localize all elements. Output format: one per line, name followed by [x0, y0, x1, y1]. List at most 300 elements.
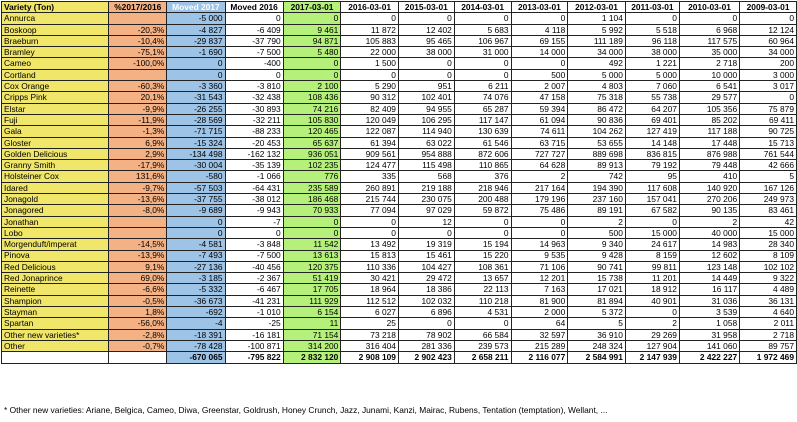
value-cell[interactable]: 74 216 — [283, 103, 341, 114]
value-cell[interactable]: -37 755 — [167, 194, 225, 205]
value-cell[interactable]: 111 929 — [283, 295, 341, 306]
value-cell[interactable]: 248 324 — [568, 340, 626, 351]
value-cell[interactable]: 110 865 — [454, 160, 511, 171]
value-cell[interactable]: -36 673 — [167, 295, 225, 306]
value-cell[interactable]: 71 154 — [283, 329, 341, 340]
value-cell[interactable] — [109, 352, 167, 363]
value-cell[interactable]: 42 — [740, 216, 797, 227]
header-cell[interactable]: 2012-03-01 — [568, 2, 626, 13]
value-cell[interactable]: 1,8% — [109, 307, 167, 318]
value-cell[interactable]: -25 — [225, 318, 283, 329]
value-cell[interactable]: 16 117 — [679, 284, 739, 295]
value-cell[interactable]: 2 011 — [740, 318, 797, 329]
value-cell[interactable]: 24 617 — [625, 239, 679, 250]
value-cell[interactable]: 66 584 — [454, 329, 511, 340]
value-cell[interactable]: 0 — [511, 216, 568, 227]
value-cell[interactable]: 2 832 120 — [283, 352, 341, 363]
value-cell[interactable]: 42 666 — [740, 160, 797, 171]
variety-cell[interactable]: Red Jonaprince — [2, 273, 109, 284]
value-cell[interactable]: 99 811 — [625, 261, 679, 272]
value-cell[interactable]: 742 — [568, 171, 626, 182]
value-cell[interactable]: 106 967 — [454, 35, 511, 46]
variety-cell[interactable]: Holsteiner Cox — [2, 171, 109, 182]
value-cell[interactable]: 281 336 — [398, 340, 454, 351]
value-cell[interactable]: -5 332 — [167, 284, 225, 295]
value-cell[interactable]: 237 160 — [568, 194, 626, 205]
value-cell[interactable] — [109, 216, 167, 227]
value-cell[interactable]: 0 — [679, 13, 739, 24]
value-cell[interactable]: 117 575 — [679, 35, 739, 46]
value-cell[interactable]: 117 147 — [454, 114, 511, 125]
variety-cell[interactable]: Cox Orange — [2, 81, 109, 92]
value-cell[interactable]: 492 — [568, 58, 626, 69]
value-cell[interactable]: 2 584 991 — [568, 352, 626, 363]
value-cell[interactable]: 0 — [398, 227, 454, 238]
value-cell[interactable]: 94 955 — [398, 103, 454, 114]
value-cell[interactable]: 11 — [283, 318, 341, 329]
value-cell[interactable]: 4 640 — [740, 307, 797, 318]
variety-cell[interactable]: Cameo — [2, 58, 109, 69]
value-cell[interactable]: 260 891 — [341, 182, 399, 193]
value-cell[interactable]: -41 231 — [225, 295, 283, 306]
value-cell[interactable]: 0 — [511, 13, 568, 24]
value-cell[interactable]: 110 336 — [341, 261, 399, 272]
value-cell[interactable]: 954 888 — [398, 148, 454, 159]
value-cell[interactable]: 102 401 — [398, 92, 454, 103]
value-cell[interactable]: 89 913 — [568, 160, 626, 171]
value-cell[interactable]: 5 518 — [625, 24, 679, 35]
value-cell[interactable]: 131,6% — [109, 171, 167, 182]
value-cell[interactable]: 127 419 — [625, 126, 679, 137]
header-cell[interactable]: 2017-03-01 — [283, 2, 341, 13]
variety-cell[interactable]: Bramley — [2, 47, 109, 58]
value-cell[interactable]: 34 000 — [568, 47, 626, 58]
value-cell[interactable]: 0 — [341, 13, 399, 24]
value-cell[interactable]: 34 000 — [740, 47, 797, 58]
value-cell[interactable]: 95 465 — [398, 35, 454, 46]
value-cell[interactable]: -1 066 — [225, 171, 283, 182]
value-cell[interactable]: 157 041 — [625, 194, 679, 205]
value-cell[interactable]: -15 324 — [167, 137, 225, 148]
value-cell[interactable]: 0 — [511, 227, 568, 238]
value-cell[interactable]: -20 453 — [225, 137, 283, 148]
value-cell[interactable]: 4 803 — [568, 81, 626, 92]
value-cell[interactable]: -4 827 — [167, 24, 225, 35]
value-cell[interactable]: 90 135 — [679, 205, 739, 216]
value-cell[interactable]: 5 000 — [625, 69, 679, 80]
value-cell[interactable]: -37 790 — [225, 35, 283, 46]
value-cell[interactable]: 59 872 — [454, 205, 511, 216]
value-cell[interactable]: 200 488 — [454, 194, 511, 205]
variety-cell[interactable]: Granny Smith — [2, 160, 109, 171]
value-cell[interactable] — [109, 69, 167, 80]
value-cell[interactable]: 141 060 — [679, 340, 739, 351]
value-cell[interactable]: 64 207 — [625, 103, 679, 114]
value-cell[interactable]: -7 500 — [225, 47, 283, 58]
value-cell[interactable]: 73 218 — [341, 329, 399, 340]
value-cell[interactable]: -13,6% — [109, 194, 167, 205]
value-cell[interactable]: 51 419 — [283, 273, 341, 284]
value-cell[interactable]: 12 201 — [511, 273, 568, 284]
value-cell[interactable]: 2 100 — [283, 81, 341, 92]
value-cell[interactable]: 761 544 — [740, 148, 797, 159]
variety-cell[interactable]: Shampion — [2, 295, 109, 306]
value-cell[interactable]: 17 705 — [283, 284, 341, 295]
value-cell[interactable]: 14 983 — [679, 239, 739, 250]
variety-cell[interactable]: Other new varieties* — [2, 329, 109, 340]
value-cell[interactable]: -4 581 — [167, 239, 225, 250]
value-cell[interactable]: 249 973 — [740, 194, 797, 205]
value-cell[interactable]: -88 233 — [225, 126, 283, 137]
value-cell[interactable]: 94 871 — [283, 35, 341, 46]
value-cell[interactable]: 5 — [740, 171, 797, 182]
value-cell[interactable]: 0 — [225, 227, 283, 238]
value-cell[interactable]: 6 154 — [283, 307, 341, 318]
value-cell[interactable]: -1 010 — [225, 307, 283, 318]
variety-cell[interactable]: Morgenduft/imperat — [2, 239, 109, 250]
value-cell[interactable]: 0 — [398, 318, 454, 329]
value-cell[interactable]: 0 — [225, 69, 283, 80]
value-cell[interactable]: 0 — [625, 216, 679, 227]
value-cell[interactable]: 4 531 — [454, 307, 511, 318]
value-cell[interactable]: -13,9% — [109, 250, 167, 261]
value-cell[interactable]: 105 356 — [679, 103, 739, 114]
value-cell[interactable]: -17,9% — [109, 160, 167, 171]
value-cell[interactable]: 75 318 — [568, 92, 626, 103]
value-cell[interactable]: 9 461 — [283, 24, 341, 35]
variety-cell[interactable]: Pinova — [2, 250, 109, 261]
value-cell[interactable]: 115 498 — [398, 160, 454, 171]
variety-cell[interactable] — [2, 352, 109, 363]
variety-cell[interactable]: Golden Delicious — [2, 148, 109, 159]
value-cell[interactable]: 79 448 — [679, 160, 739, 171]
value-cell[interactable]: -400 — [225, 58, 283, 69]
value-cell[interactable]: 727 727 — [511, 148, 568, 159]
value-cell[interactable]: 0 — [341, 216, 399, 227]
value-cell[interactable]: -9 689 — [167, 205, 225, 216]
value-cell[interactable]: 8 109 — [740, 250, 797, 261]
value-cell[interactable]: 836 815 — [625, 148, 679, 159]
value-cell[interactable]: -35 139 — [225, 160, 283, 171]
value-cell[interactable]: 12 124 — [740, 24, 797, 35]
value-cell[interactable]: 105 883 — [341, 35, 399, 46]
value-cell[interactable]: 316 404 — [341, 340, 399, 351]
header-cell[interactable]: Moved 2017 — [167, 2, 225, 13]
value-cell[interactable]: -795 822 — [225, 352, 283, 363]
value-cell[interactable]: 0 — [511, 58, 568, 69]
value-cell[interactable]: 2,9% — [109, 148, 167, 159]
value-cell[interactable]: 6 896 — [398, 307, 454, 318]
header-cell[interactable]: %2017/2016 — [109, 2, 167, 13]
value-cell[interactable]: -75,1% — [109, 47, 167, 58]
value-cell[interactable]: -18 391 — [167, 329, 225, 340]
value-cell[interactable]: -2,8% — [109, 329, 167, 340]
value-cell[interactable]: 81 894 — [568, 295, 626, 306]
value-cell[interactable]: 89 191 — [568, 205, 626, 216]
value-cell[interactable]: 335 — [341, 171, 399, 182]
value-cell[interactable]: 2 007 — [511, 81, 568, 92]
value-cell[interactable]: -5 000 — [167, 13, 225, 24]
value-cell[interactable]: 0 — [225, 13, 283, 24]
value-cell[interactable]: 0 — [283, 216, 341, 227]
value-cell[interactable]: -0,5% — [109, 295, 167, 306]
variety-cell[interactable]: Elstar — [2, 103, 109, 114]
variety-cell[interactable]: Jonagold — [2, 194, 109, 205]
value-cell[interactable]: 90 312 — [341, 92, 399, 103]
value-cell[interactable]: 9,1% — [109, 261, 167, 272]
value-cell[interactable]: 123 148 — [679, 261, 739, 272]
value-cell[interactable]: 97 029 — [398, 205, 454, 216]
variety-cell[interactable]: Idared — [2, 182, 109, 193]
variety-cell[interactable]: Lobo — [2, 227, 109, 238]
value-cell[interactable]: 194 390 — [568, 182, 626, 193]
variety-cell[interactable]: Cripps Pink — [2, 92, 109, 103]
value-cell[interactable]: -11,9% — [109, 114, 167, 125]
value-cell[interactable]: 96 118 — [625, 35, 679, 46]
value-cell[interactable]: 5 372 — [568, 307, 626, 318]
variety-cell[interactable]: Jonagored — [2, 205, 109, 216]
value-cell[interactable]: 13 613 — [283, 250, 341, 261]
value-cell[interactable]: 29 269 — [625, 329, 679, 340]
value-cell[interactable]: 314 200 — [283, 340, 341, 351]
value-cell[interactable]: 11 542 — [283, 239, 341, 250]
value-cell[interactable]: 9 322 — [740, 273, 797, 284]
value-cell[interactable]: 83 461 — [740, 205, 797, 216]
value-cell[interactable]: 230 075 — [398, 194, 454, 205]
value-cell[interactable]: 40 000 — [679, 227, 739, 238]
value-cell[interactable]: 20,1% — [109, 92, 167, 103]
value-cell[interactable]: 3 017 — [740, 81, 797, 92]
value-cell[interactable]: 89 757 — [740, 340, 797, 351]
value-cell[interactable]: 5 290 — [341, 81, 399, 92]
value-cell[interactable]: -20,3% — [109, 24, 167, 35]
value-cell[interactable]: 0 — [398, 58, 454, 69]
value-cell[interactable]: 127 904 — [625, 340, 679, 351]
value-cell[interactable]: 65 287 — [454, 103, 511, 114]
value-cell[interactable]: 18 912 — [625, 284, 679, 295]
value-cell[interactable]: 7 163 — [511, 284, 568, 295]
value-cell[interactable]: 114 940 — [398, 126, 454, 137]
value-cell[interactable]: 5 480 — [283, 47, 341, 58]
value-cell[interactable]: 951 — [398, 81, 454, 92]
header-cell[interactable]: Moved 2016 — [225, 2, 283, 13]
value-cell[interactable]: 86 472 — [568, 103, 626, 114]
value-cell[interactable]: 31 000 — [454, 47, 511, 58]
value-cell[interactable]: 7 060 — [625, 81, 679, 92]
value-cell[interactable]: 0 — [341, 227, 399, 238]
value-cell[interactable]: 120 049 — [341, 114, 399, 125]
value-cell[interactable]: 64 — [511, 318, 568, 329]
value-cell[interactable]: 69 401 — [625, 114, 679, 125]
value-cell[interactable]: 2 — [679, 216, 739, 227]
value-cell[interactable]: -6 467 — [225, 284, 283, 295]
value-cell[interactable]: -60,3% — [109, 81, 167, 92]
value-cell[interactable]: 0 — [167, 216, 225, 227]
value-cell[interactable]: 110 218 — [454, 295, 511, 306]
value-cell[interactable]: 31 036 — [679, 295, 739, 306]
value-cell[interactable]: 1 104 — [568, 13, 626, 24]
header-cell[interactable]: Variety (Ton) — [2, 2, 109, 13]
value-cell[interactable]: 95 — [625, 171, 679, 182]
value-cell[interactable]: -56,0% — [109, 318, 167, 329]
value-cell[interactable]: 14 963 — [511, 239, 568, 250]
value-cell[interactable]: -2 367 — [225, 273, 283, 284]
value-cell[interactable]: 140 920 — [679, 182, 739, 193]
value-cell[interactable]: 122 087 — [341, 126, 399, 137]
value-cell[interactable]: 104 262 — [568, 126, 626, 137]
value-cell[interactable]: -4 — [167, 318, 225, 329]
value-cell[interactable]: 0 — [740, 13, 797, 24]
value-cell[interactable]: 38 000 — [398, 47, 454, 58]
value-cell[interactable]: 217 164 — [511, 182, 568, 193]
value-cell[interactable]: 69,0% — [109, 273, 167, 284]
value-cell[interactable]: 2 718 — [740, 329, 797, 340]
value-cell[interactable]: 776 — [283, 171, 341, 182]
value-cell[interactable]: 102 032 — [398, 295, 454, 306]
value-cell[interactable]: 9 428 — [568, 250, 626, 261]
value-cell[interactable]: 2 908 109 — [341, 352, 399, 363]
value-cell[interactable]: 6,9% — [109, 137, 167, 148]
value-cell[interactable]: 14 000 — [511, 47, 568, 58]
value-cell[interactable]: 239 573 — [454, 340, 511, 351]
value-cell[interactable]: 9 535 — [511, 250, 568, 261]
value-cell[interactable]: 13 492 — [341, 239, 399, 250]
value-cell[interactable]: -3 185 — [167, 273, 225, 284]
value-cell[interactable]: 35 000 — [679, 47, 739, 58]
variety-cell[interactable]: Reinette — [2, 284, 109, 295]
value-cell[interactable]: -670 065 — [167, 352, 225, 363]
value-cell[interactable]: 25 — [341, 318, 399, 329]
value-cell[interactable]: 500 — [511, 69, 568, 80]
value-cell[interactable]: 130 639 — [454, 126, 511, 137]
variety-cell[interactable]: Gala — [2, 126, 109, 137]
value-cell[interactable]: -1,3% — [109, 126, 167, 137]
value-cell[interactable]: -1 690 — [167, 47, 225, 58]
value-cell[interactable]: 568 — [398, 171, 454, 182]
value-cell[interactable]: 3 539 — [679, 307, 739, 318]
value-cell[interactable]: 11 201 — [625, 273, 679, 284]
value-cell[interactable]: 219 188 — [398, 182, 454, 193]
value-cell[interactable]: 0 — [625, 13, 679, 24]
value-cell[interactable]: 0 — [454, 13, 511, 24]
value-cell[interactable]: -26 255 — [167, 103, 225, 114]
value-cell[interactable]: -134 498 — [167, 148, 225, 159]
value-cell[interactable]: 65 637 — [283, 137, 341, 148]
value-cell[interactable]: 82 409 — [341, 103, 399, 114]
value-cell[interactable]: 61 094 — [511, 114, 568, 125]
value-cell[interactable]: 120 375 — [283, 261, 341, 272]
value-cell[interactable]: 111 189 — [568, 35, 626, 46]
value-cell[interactable]: 78 902 — [398, 329, 454, 340]
value-cell[interactable]: 235 589 — [283, 182, 341, 193]
value-cell[interactable]: 61 546 — [454, 137, 511, 148]
variety-cell[interactable]: Jonathan — [2, 216, 109, 227]
value-cell[interactable]: 40 901 — [625, 295, 679, 306]
value-cell[interactable]: 0 — [283, 58, 341, 69]
value-cell[interactable]: -32 211 — [225, 114, 283, 125]
value-cell[interactable]: 90 836 — [568, 114, 626, 125]
value-cell[interactable]: 63 022 — [398, 137, 454, 148]
value-cell[interactable]: -692 — [167, 307, 225, 318]
value-cell[interactable]: 0 — [454, 69, 511, 80]
value-cell[interactable]: 15 461 — [398, 250, 454, 261]
value-cell[interactable]: 15 738 — [568, 273, 626, 284]
value-cell[interactable]: 74 611 — [511, 126, 568, 137]
value-cell[interactable]: -64 431 — [225, 182, 283, 193]
value-cell[interactable]: -57 503 — [167, 182, 225, 193]
value-cell[interactable]: 13 657 — [454, 273, 511, 284]
value-cell[interactable]: 889 698 — [568, 148, 626, 159]
variety-cell[interactable]: Stayman — [2, 307, 109, 318]
value-cell[interactable]: 0 — [283, 227, 341, 238]
value-cell[interactable]: -3 848 — [225, 239, 283, 250]
value-cell[interactable]: 18 386 — [398, 284, 454, 295]
variety-cell[interactable]: Cortland — [2, 69, 109, 80]
value-cell[interactable]: 106 295 — [398, 114, 454, 125]
value-cell[interactable]: 10 000 — [679, 69, 739, 80]
value-cell[interactable]: -6,6% — [109, 284, 167, 295]
value-cell[interactable]: 15 000 — [740, 227, 797, 238]
variety-cell[interactable]: Red Delicious — [2, 261, 109, 272]
value-cell[interactable]: 124 477 — [341, 160, 399, 171]
value-cell[interactable]: 4 489 — [740, 284, 797, 295]
value-cell[interactable]: 2 000 — [511, 307, 568, 318]
value-cell[interactable]: 14 449 — [679, 273, 739, 284]
variety-cell[interactable]: Other — [2, 340, 109, 351]
value-cell[interactable]: -40 456 — [225, 261, 283, 272]
value-cell[interactable]: 47 158 — [511, 92, 568, 103]
value-cell[interactable]: 17 021 — [568, 284, 626, 295]
value-cell[interactable]: 117 188 — [679, 126, 739, 137]
value-cell[interactable]: 90 725 — [740, 126, 797, 137]
value-cell[interactable]: 5 992 — [568, 24, 626, 35]
value-cell[interactable]: 215 289 — [511, 340, 568, 351]
value-cell[interactable]: 2 147 939 — [625, 352, 679, 363]
variety-cell[interactable]: Fuji — [2, 114, 109, 125]
value-cell[interactable]: 55 738 — [625, 92, 679, 103]
value-cell[interactable]: 19 319 — [398, 239, 454, 250]
value-cell[interactable]: -8,0% — [109, 205, 167, 216]
value-cell[interactable]: 0 — [454, 58, 511, 69]
value-cell[interactable]: 3 000 — [740, 69, 797, 80]
value-cell[interactable]: 15 220 — [454, 250, 511, 261]
value-cell[interactable]: 12 602 — [679, 250, 739, 261]
value-cell[interactable]: 0 — [398, 69, 454, 80]
header-cell[interactable]: 2009-03-01 — [740, 2, 797, 13]
value-cell[interactable]: -38 012 — [225, 194, 283, 205]
value-cell[interactable]: 179 196 — [511, 194, 568, 205]
value-cell[interactable]: 2 422 227 — [679, 352, 739, 363]
value-cell[interactable]: -100 871 — [225, 340, 283, 351]
value-cell[interactable]: 1 058 — [679, 318, 739, 329]
variety-cell[interactable]: Braeburn — [2, 35, 109, 46]
value-cell[interactable]: 14 148 — [625, 137, 679, 148]
value-cell[interactable]: 105 830 — [283, 114, 341, 125]
value-cell[interactable]: 69 411 — [740, 114, 797, 125]
value-cell[interactable]: 876 988 — [679, 148, 739, 159]
value-cell[interactable]: 1 972 469 — [740, 352, 797, 363]
value-cell[interactable]: 12 402 — [398, 24, 454, 35]
value-cell[interactable]: 1 221 — [625, 58, 679, 69]
value-cell[interactable]: 22 113 — [454, 284, 511, 295]
value-cell[interactable]: 90 741 — [568, 261, 626, 272]
value-cell[interactable]: 120 465 — [283, 126, 341, 137]
value-cell[interactable]: 36 910 — [568, 329, 626, 340]
value-cell[interactable]: -78 428 — [167, 340, 225, 351]
value-cell[interactable]: -27 136 — [167, 261, 225, 272]
value-cell[interactable]: 0 — [167, 227, 225, 238]
value-cell[interactable]: 71 106 — [511, 261, 568, 272]
